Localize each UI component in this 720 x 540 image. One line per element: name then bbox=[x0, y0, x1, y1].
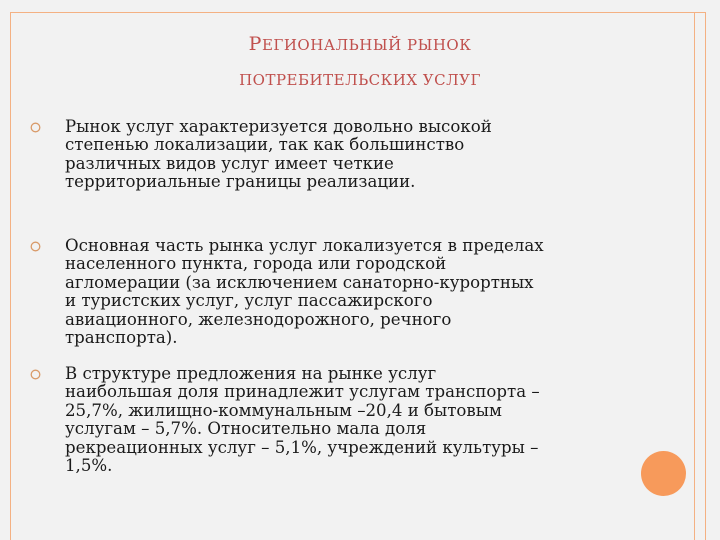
title-capital: Р bbox=[248, 33, 262, 55]
title-rest: ЕГИОНАЛЬНЫЙ РЫНОК bbox=[261, 36, 472, 54]
circle-outline-bullet-icon bbox=[30, 122, 41, 133]
slide-title-line-2: ПОТРЕБИТЕЛЬСКИХ УСЛУГ bbox=[239, 71, 481, 89]
decorative-orange-circle bbox=[641, 451, 686, 496]
circle-outline-bullet-icon bbox=[30, 369, 41, 380]
bullet-text-1: Рынок услуг характеризуется довольно высокой степенью локализации, так как большинство различных видов услуг имеет четкие территориальные границы реализации. bbox=[65, 117, 492, 192]
frame-divider bbox=[694, 12, 695, 540]
bullet-text-2: Основная часть рынка услуг локализуется в пределах населенного пункта, города или городской агломерации (за исключением санаторно-курортных и туристских услуг, услуг пассажирского авиационного, железнодорожного, речного транспорта). bbox=[65, 236, 544, 348]
bullet-text-3: В структуре предложения на рынке услуг наибольшая доля принадлежит услугам транспорта – 25,7%, жилищно-коммунальным –20,4 и бытовым услугам – 5,7%. Относительно мала доля рекреационных услуг – 5,1%, учреждений культуры – 1,5%. bbox=[65, 364, 540, 476]
slide-title-line-1 bbox=[0, 34, 720, 55]
circle-outline-bullet-icon bbox=[30, 241, 41, 252]
